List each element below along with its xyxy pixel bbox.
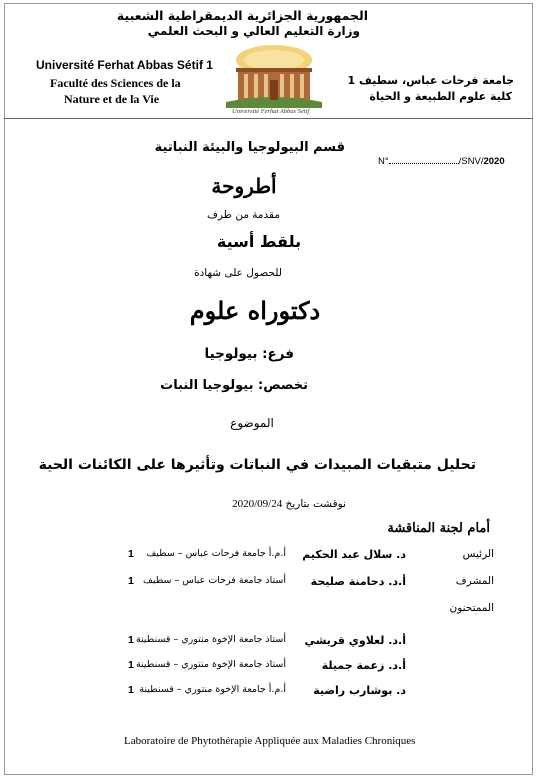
reference-suffix: /SNV/: [458, 156, 484, 167]
jury-heading: أمام لجنة المناقشة: [387, 521, 490, 536]
defense-label: نوقشت بتاريخ: [285, 498, 346, 510]
fr-faculty-line1: Faculté des Sciences de la: [50, 76, 181, 90]
university-logo: [222, 40, 326, 118]
jury-num: 1: [128, 634, 134, 646]
jury-role: الرئيس: [462, 548, 494, 560]
jury-role: الممتحنون: [449, 602, 494, 614]
branch: فرع: بيولوجيا: [204, 346, 294, 362]
jury-name: د. بوشارب راضية: [313, 684, 406, 697]
thesis-title: تحليل متبقيات المبيدات في النباتات وتأثيرها على الكائنات الحية: [38, 457, 476, 473]
presented-by: مقدمة من طرف: [206, 209, 280, 221]
ar-faculty: كلية علوم الطبيعة و الحياة: [369, 90, 512, 103]
jury-affiliation: أ.م.أ جامعة الإخوة منتوري – قسنطينة: [139, 684, 286, 695]
jury-num: 1: [128, 548, 134, 560]
department: قسم البيولوجيا والبيئة النباتية: [154, 140, 345, 155]
specialty: تخصص: بيولوجيا النبات: [160, 378, 308, 393]
jury-role: المشرف: [455, 575, 494, 587]
ministry-line: وزارة التعليم العالي و البحث العلمي: [147, 24, 360, 38]
author-name: بلقط أسية: [216, 232, 302, 251]
reference-prefix: N°: [378, 156, 389, 167]
laboratory: Laboratoire de Phytothérapie Appliquée aux Maladies Chroniques: [124, 735, 416, 747]
jury-affiliation: أ.م.أ جامعة فرحات عباس – سطيف: [146, 548, 286, 559]
jury-affiliation: أستاذ جامعة فرحات عباس – سطيف: [143, 575, 286, 586]
jury-name: أ.د. دحامنة صليحة: [310, 575, 406, 588]
fr-university: Université Ferhat Abbas Sétif 1: [36, 58, 213, 72]
reference-year: 2020: [483, 156, 505, 167]
reference-blank: [389, 154, 459, 164]
subject-label: الموضوع: [230, 416, 274, 430]
jury-num: 1: [128, 684, 134, 696]
jury-name: أ.د. لعلاوي قريشي: [304, 634, 406, 647]
for-degree: للحصول على شهادة: [194, 267, 282, 279]
republic-line: الجمهورية الجزائرية الديمقراطية الشعبية: [116, 8, 368, 23]
jury-name: د. سلال عبد الحكيم: [302, 548, 406, 561]
logo-caption: Université Ferhat Abbas Sétif: [232, 108, 310, 115]
defense-date: [196, 498, 346, 510]
thesis-type: أطروحة: [211, 174, 277, 198]
ar-university: جامعة فرحات عباس، سطيف 1: [347, 74, 514, 87]
logo-graphic: [222, 40, 326, 118]
jury-num: 1: [128, 575, 134, 587]
jury-name: أ.د. زعمة جميلة: [321, 659, 406, 672]
header-divider: [4, 118, 533, 119]
degree: دكتوراه علوم: [189, 296, 321, 325]
jury-num: 1: [128, 659, 134, 671]
reference-number: [378, 154, 505, 167]
defense-date-value: 2020/09/24: [232, 498, 283, 510]
jury-affiliation: أستاذ جامعة الإخوة منتوري – قسنطينة: [135, 659, 286, 670]
fr-faculty-line2: Nature et de la Vie: [64, 92, 160, 106]
jury-affiliation: أستاذ جامعة الإخوة منتوري – قسنطينة: [135, 634, 286, 645]
